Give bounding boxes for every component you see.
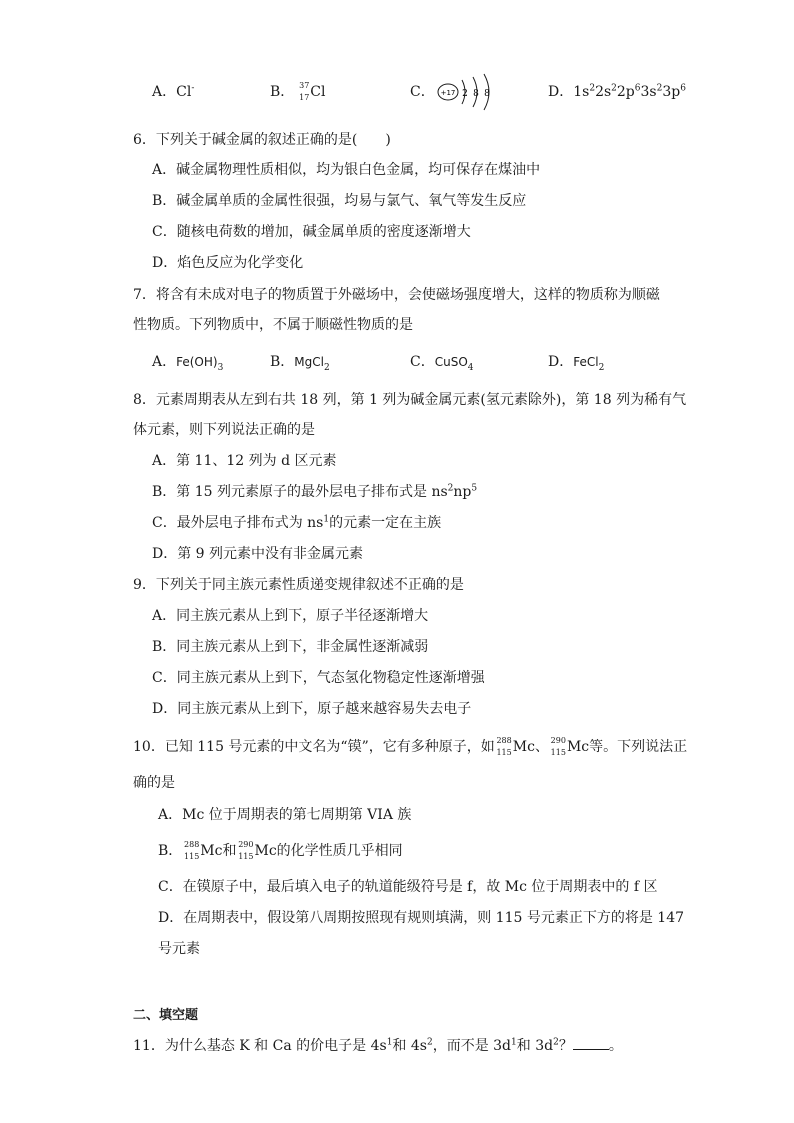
q6-option-c[interactable]: C．随核电荷数的增加，碱金属单质的密度逐渐增大 <box>152 224 471 240</box>
nuclide-notation <box>294 82 310 102</box>
q5-option-b[interactable] <box>270 80 326 104</box>
formula: Fe(OH) <box>176 355 218 369</box>
answer-blank[interactable] <box>573 1035 609 1050</box>
nucleus-charge: +17 <box>440 89 456 97</box>
atomic-number: 17 <box>299 93 310 102</box>
q7-stem-line2: 性物质。下列物质中，不属于顺磁性物质的是 <box>133 317 413 333</box>
q9-option-d[interactable]: D．同主族元素从上到下，原子越来越容易失去电子 <box>152 701 472 717</box>
q10-option-b[interactable]: B． 288 115 Mc和 290 115 Mc的化学性质几乎相同 <box>158 840 403 861</box>
q7-options-row <box>152 350 692 374</box>
q7-option-a[interactable]: A．$Fe(OH)_3$ <box>152 354 224 373</box>
q7-stem-line1: 7．将含有未成对电子的物质置于外磁场中，会使磁场强度增大，这样的物质称为顺磁 <box>133 287 660 303</box>
q10-option-d-line1[interactable]: D．在周期表中，假设第八周期按照现有规则填满，则 115 号元素正下方的将是 147 <box>158 910 685 926</box>
nuclide-notation: 288 115 <box>496 736 512 757</box>
ion-charge: - <box>191 83 195 94</box>
q8-stem-line1: 8．元素周期表从左到右共 18 列，第 1 列为碱金属元素(氢元素除外)，第 18 列为稀有气 <box>133 392 687 408</box>
q5-option-c[interactable] <box>410 80 435 104</box>
q10-stem-line2: 确的是 <box>133 775 175 791</box>
q6-option-b[interactable]: B．碱金属单质的金属性很强，均易与氯气、氧气等发生反应 <box>152 193 527 209</box>
q10-option-d-line2: 号元素 <box>158 941 200 957</box>
formula: MgCl <box>294 355 324 369</box>
option-label: D． <box>548 84 574 100</box>
q11-stem: 11．为什么基态 K 和 Ca 的价电子是 $4s^1$和 $4s^2$，而不是 $3d^1$和 $3d^2$？ 。 <box>133 1035 623 1056</box>
nuclide-notation: 288 115 <box>184 840 200 861</box>
shell-electrons-2: 8 <box>473 89 479 99</box>
q7-option-b[interactable]: B．MgCl$_2$ <box>270 354 330 373</box>
q9-option-c[interactable]: C．同主族元素从上到下，气态氢化物稳定性逐渐增强 <box>152 670 485 686</box>
q8-option-a[interactable]: A．第 11、12 列为 d 区元素 <box>152 453 337 469</box>
q6-option-a[interactable]: A．碱金属物理性质相似，均为银白色金属，均可保存在煤油中 <box>152 162 541 178</box>
q5-option-a[interactable] <box>152 80 194 104</box>
option-label: B． <box>270 84 295 100</box>
formula: CuSO <box>434 355 468 369</box>
q10-stem-line1: 10．已知 115 号元素的中文名为“镆”，它有多种原子，如 288 115 Mc、 290 115 Mc等。下列说法正 <box>133 736 688 757</box>
q6-option-d[interactable]: D．焰色反应为化学变化 <box>152 255 304 271</box>
q10-option-a[interactable]: A．Mc 位于周期表的第七周期第 VIA 族 <box>158 807 412 823</box>
q5-options-row <box>152 80 692 104</box>
q5-option-d[interactable] <box>548 80 686 104</box>
formula: FeCl <box>573 355 599 369</box>
shell-electrons-3: 8 <box>484 89 490 99</box>
q9-option-b[interactable]: B．同主族元素从上到下，非金属性逐渐减弱 <box>152 639 429 655</box>
q7-option-c[interactable]: C．CuSO$_4$ <box>410 354 474 373</box>
q8-stem-line2: 体元素，则下列说法正确的是 <box>133 422 315 438</box>
atomic-structure-diagram <box>436 74 506 110</box>
q8-option-b[interactable]: B．第 15 列元素原子的最外层电子排布式是 $ns^2np^5$ <box>152 483 478 500</box>
electron-configuration: $1s^22s^22p^63s^23p^6$ <box>573 83 686 100</box>
q6-stem: 6．下列关于碱金属的叙述正确的是( ) <box>133 132 391 148</box>
q9-stem: 9．下列关于同主族元素性质递变规律叙述不正确的是 <box>133 577 464 593</box>
chloride-symbol: Cl <box>176 84 192 100</box>
shell-electrons-1: 2 <box>462 89 468 99</box>
option-label: A． <box>152 84 177 100</box>
q7-option-d[interactable]: D．FeCl$_2$ <box>548 354 605 373</box>
element-symbol: Cl <box>310 84 326 100</box>
q8-option-c[interactable]: C．最外层电子排布式为 $ns^1$的元素一定在主族 <box>152 514 442 531</box>
nuclide-notation: 290 115 <box>550 736 566 757</box>
q8-option-d[interactable]: D．第 9 列元素中没有非金属元素 <box>152 546 364 562</box>
q10-option-c[interactable]: C．在镆原子中，最后填入电子的轨道能级符号是 f，故 Mc 位于周期表中的 f 区 <box>158 879 658 895</box>
section-title: 二、填空题 <box>133 1008 199 1023</box>
option-label: C． <box>410 84 435 100</box>
nuclide-notation: 290 115 <box>238 840 254 861</box>
mass-number: 37 <box>299 81 310 90</box>
q9-option-a[interactable]: A．同主族元素从上到下，原子半径逐渐增大 <box>152 608 429 624</box>
